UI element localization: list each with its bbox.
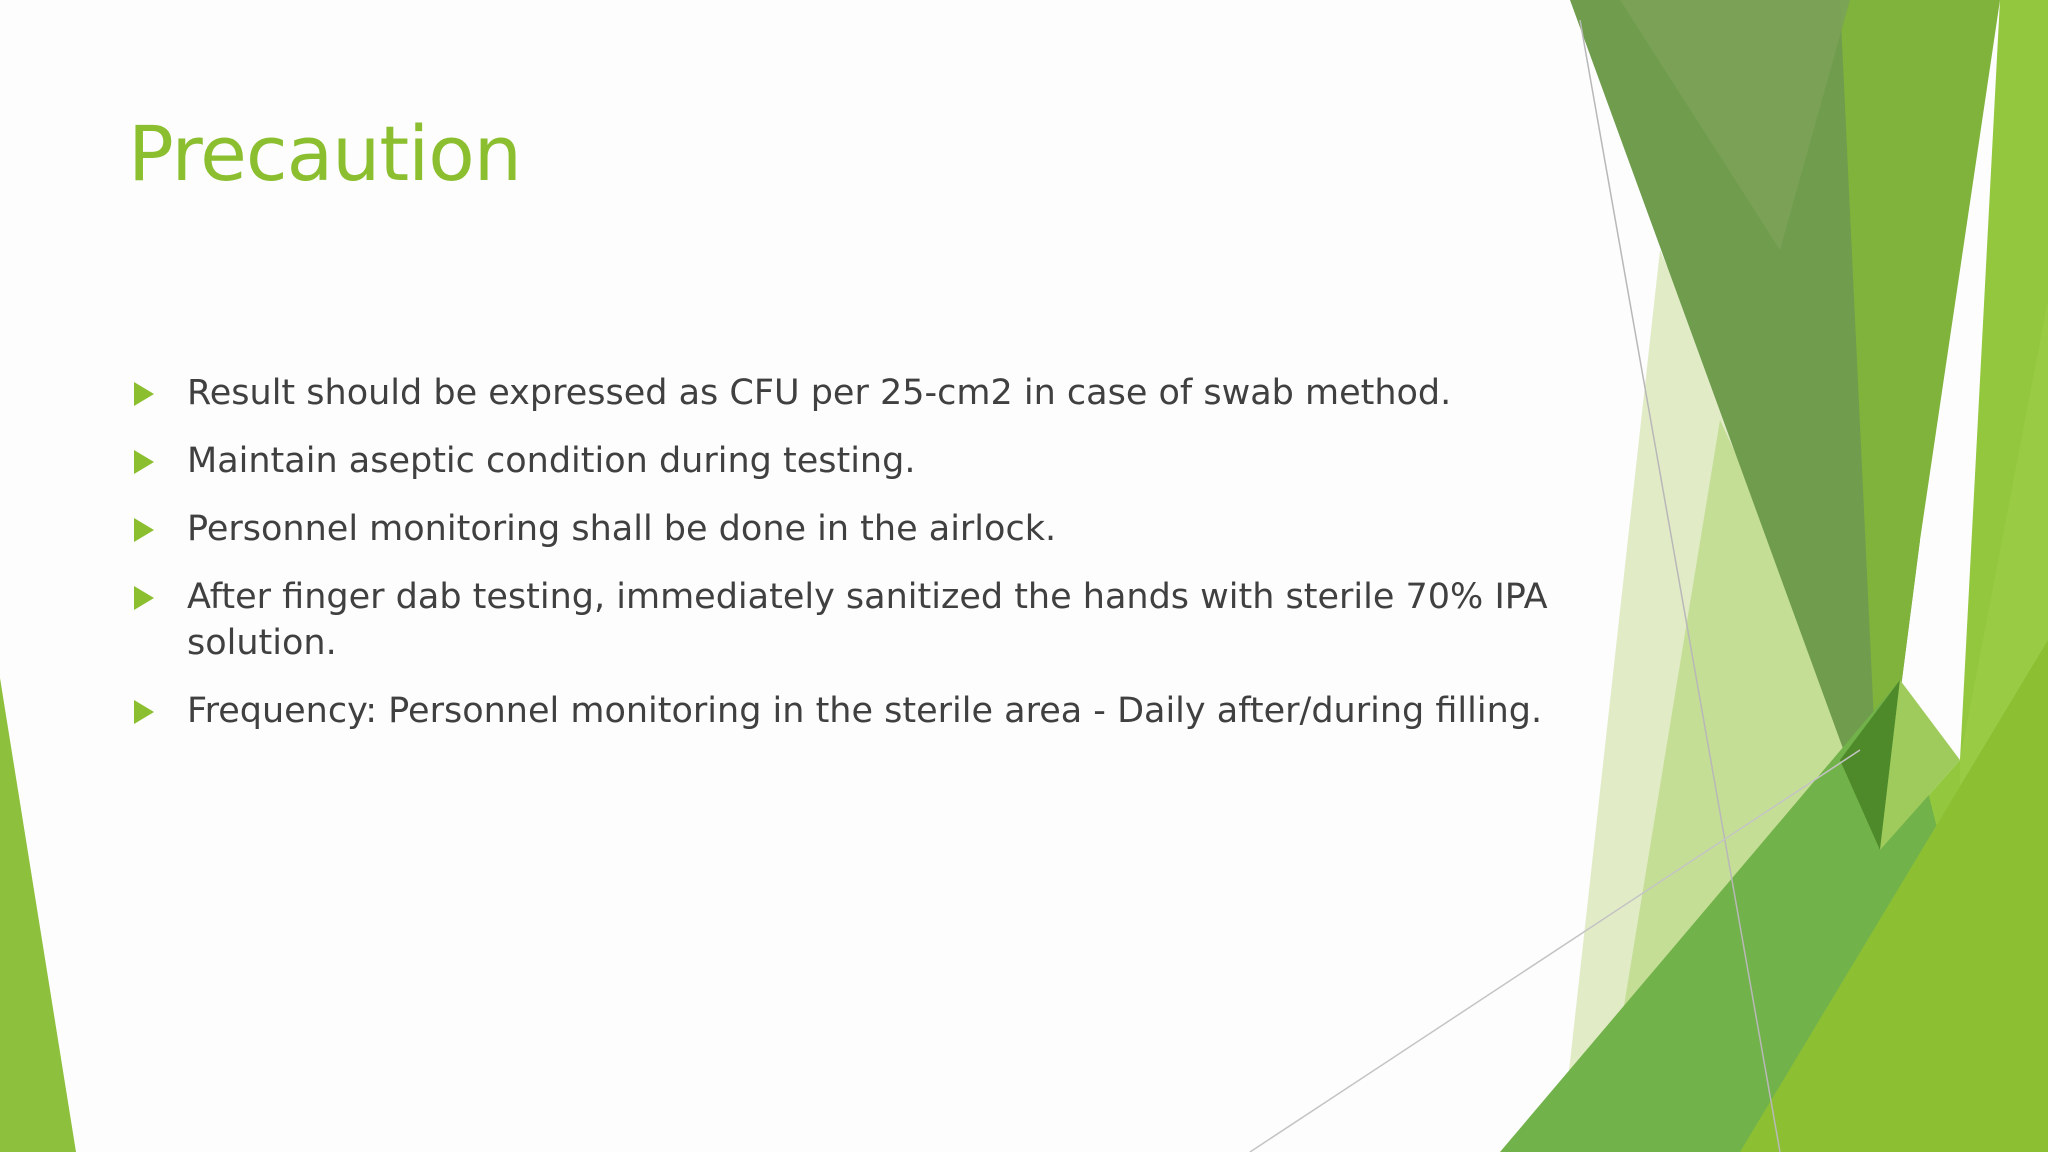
bullet-text: After finger dab testing, immediately sanitized the hands with sterile 70% IPA solution. <box>187 577 1548 663</box>
bullet-text: Frequency: Personnel monitoring in the sterile area - Daily after/during filling. <box>187 691 1543 731</box>
triangle-right-icon <box>134 586 154 610</box>
left-green-sliver <box>0 678 76 1152</box>
bullet-text: Result should be expressed as CFU per 25-cm2 in case of swab method. <box>187 373 1452 413</box>
bullet-text: Maintain aseptic condition during testing. <box>187 441 916 481</box>
bullet-item <box>130 438 1560 484</box>
triangle-right-icon <box>134 700 154 724</box>
bullet-text: Personnel monitoring shall be done in the airlock. <box>187 509 1057 549</box>
triangle-right-icon <box>134 382 154 406</box>
triangle-right-icon <box>134 518 154 542</box>
bullet-item <box>130 574 1560 666</box>
bullet-item <box>130 370 1560 416</box>
bullet-item <box>130 506 1560 552</box>
triangle-right-icon <box>134 450 154 474</box>
bullet-list <box>130 370 1560 756</box>
bullet-item <box>130 688 1560 734</box>
slide-title: Precaution <box>128 109 521 198</box>
